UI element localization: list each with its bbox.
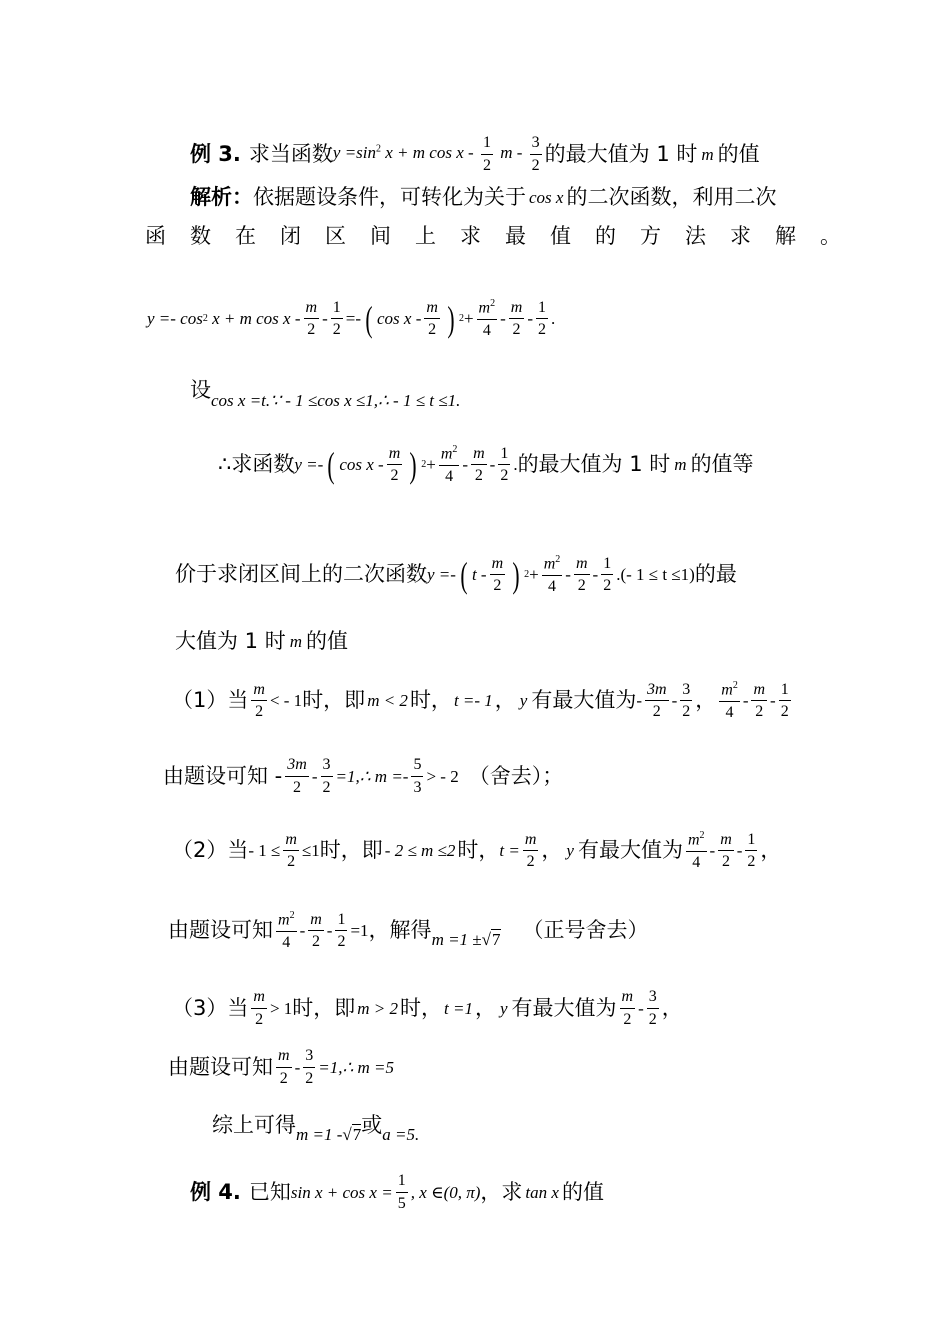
equivalent-formula: y =- ( t - $\frac{m}{2}$ ) 2 + $\frac{m^2}{4}$ - $\frac{m}{2}$ - $\frac{1}{2}$ .(- 1 ≤ t ≤1) [427,554,695,595]
example4-text: 已知 [248,1179,291,1204]
max-text: 大值为 1 时 [175,629,286,653]
analysis-text-3: 函数在闭区间上求最值的方法求解。 [145,224,865,248]
case1-discard: （舍去）； [468,763,564,788]
case1-sep: ， [494,688,516,713]
analysis-text-2: 的二次函数，利用二次 [566,185,777,209]
max-text-2: 的值 [306,629,348,653]
var-y: y [566,841,574,861]
example3-text-end: 的值 [717,141,760,166]
case2-result-formula: $\frac{m^2}{4}$ - $\frac{m}{2}$ - $\frac{1}{2}$ =1 [278,910,369,951]
summary-formula-b: a =5. [382,1125,420,1144]
equation-1: y =- cos 2 x + m cos x - $\frac{m}{2}$ - $\frac{1}{2}$ =- ( cos x - $\frac{m}{2}$ ) 2 + $\frac{m^2}{4}$ - $\frac{m}{2}$ - $\frac{1}{2}$ . [147,298,556,339]
case2-condition: - 1 ≤ $\frac{m}{2}$ ≤1 [248,830,320,871]
case3-result-formula: $\frac{m}{2}$ - $\frac{3}{2}$ =1,∴ m =5 [278,1047,395,1087]
substitution-formula: cos x =t.∵ - 1 ≤cos x ≤1,∴ - 1 ≤ t ≤1. [211,391,461,410]
case1-label: （1）当 [172,688,249,713]
example4-line [190,1172,604,1212]
case2-sep: ， [541,838,563,863]
case3-line [172,988,683,1028]
case1-condition: $\frac{m}{2}$ < - 1 [253,680,303,721]
analysis-line-2 [145,226,865,247]
case3-tval: t =1 [444,998,473,1018]
case1-result-text: 由题设可知 - [163,763,283,788]
case3-text-3: 有最大值为 [511,995,617,1020]
var-m: m [701,144,714,164]
case3-cond: m > 2 [357,998,399,1018]
case2-label: （2）当 [172,838,249,863]
case2-max: $\frac{m^2}{4}$ - $\frac{m}{2}$ - $\frac{1}{2}$ [687,830,756,871]
case2-text-2: 时， [457,838,500,863]
case2-text-3: 有最大值为 [577,838,683,863]
case3-max: $\frac{m}{2}$ - $\frac{3}{2}$ [621,988,657,1028]
example3-text: 求当函数 [248,141,333,166]
case3-comma: ， [661,995,683,1020]
example3-label: 例 3. [190,141,241,166]
example4-text-3: 的值 [561,1179,604,1204]
case1-text: 时，即 [302,688,366,713]
set-label: 设 [190,378,211,402]
case1-cond: m < 2 [367,691,408,711]
var-m: m [674,455,687,475]
var-y: y [499,998,508,1018]
summary-line [212,1108,419,1143]
case2-solve: ，解得 [368,918,432,943]
case2-result-text: 由题设可知 [168,918,273,943]
analysis-text: 依据题设条件，可转化为关于 [253,185,526,209]
summary-text: 综上可得 [212,1113,296,1137]
case1-tval: t =- 1 [453,691,493,711]
case1-text-2: 时， [409,688,452,713]
case2-comma: ， [760,838,782,863]
therefore-formula: y =- ( cos x - $\frac{m}{2}$ ) 2 + $\frac{m^2}{4}$ - $\frac{m}{2}$ - $\frac{1}{2}$ . [294,444,518,485]
case3-sep: ， [474,995,496,1020]
therefore-line [218,444,754,486]
analysis-line [190,187,776,208]
therefore-text-3: 的值等 [690,452,754,477]
var-cosx: cos x [529,188,564,207]
case1-result-formula: $\frac{3m}{2}$ - $\frac{3}{2}$ =1,∴ m =- $\frac{5}{3}$ > - 2 [287,756,459,796]
example3-formula: $y =\sin^2$ x + m cos x - $\frac{1}{2}$ m - $\frac{3}{2}$ [332,134,540,174]
substitution-line [190,372,460,409]
case3-result-text: 由题设可知 [168,1054,273,1079]
var-y: y [519,691,528,711]
case3-text-2: 时， [400,995,443,1020]
case3-label: （3）当 [172,995,249,1020]
analysis-label: 解析： [190,185,253,209]
example4-label: 例 4. [190,1179,241,1204]
var-m: m [289,632,302,651]
summary-or: 或 [361,1113,383,1137]
case2-cond: - 2 ≤ m ≤2 [384,841,456,861]
case1-max: - $\frac{3m}{2}$ - $\frac{3}{2}$ [636,680,691,721]
equivalent-text: 价于求闭区间上的二次函数 [175,562,427,587]
therefore-text-2: 的最大值为 1 时 [517,452,671,477]
therefore-text: ∴求函数 [218,452,295,477]
case1-comma: ， [695,688,717,713]
case2-result [168,910,649,952]
summary-formula-a: m =1 -√7 [296,1125,362,1144]
case1-line [172,680,794,722]
case2-text: 时，即 [319,838,383,863]
case2-solution: m =1 ±√7 [431,930,501,950]
case2-note: （正号舍去） [522,918,649,943]
max-line [175,631,348,652]
case2-tval: t = $\frac{m}{2}$ [499,830,537,871]
case3-result [168,1047,394,1087]
example3-text-post: 的最大值为 1 时 [544,141,698,166]
example4-text-2: ，求 [480,1179,523,1204]
case3-condition: $\frac{m}{2}$ > 1 [253,988,293,1028]
case1-text-3: 有最大值为 [531,688,637,713]
case3-text: 时，即 [292,995,356,1020]
example4-formula: sin x + cos x = $\frac{1}{5}$ , x ∈(0, π) [290,1172,481,1212]
var-tanx: tan x [525,1182,559,1202]
example3-line [190,134,760,174]
case1-result [163,756,563,796]
case1-max-2: $\frac{m^2}{4}$ - $\frac{m}{2}$ - $\frac{1}{2}$ [721,680,789,721]
equivalent-line [175,554,737,596]
case2-line [172,830,781,872]
equivalent-text-2: 的最 [694,562,737,587]
